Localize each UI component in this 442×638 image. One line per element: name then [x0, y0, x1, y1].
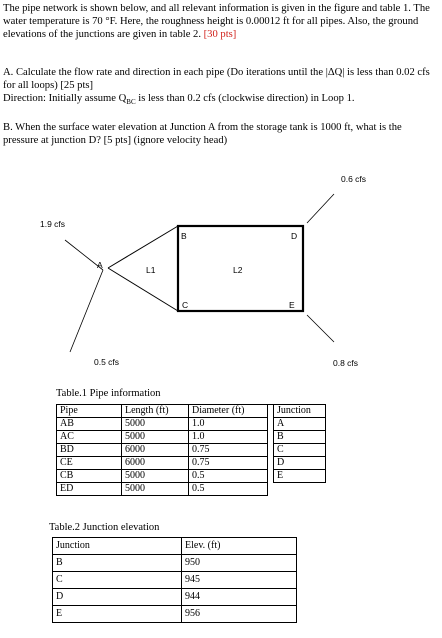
flow-label-in-a: 1.9 cfs [40, 219, 66, 229]
part-a-direction: Direction: Initially assume $Q_{BC}$ is less than 0.2 cfs (clockwise direction) in Loop 1. [3, 93, 355, 107]
table-cell: C [53, 572, 182, 589]
table1-caption: Table.1 Pipe information [56, 388, 161, 399]
loop-label-l2: L2 [233, 265, 243, 275]
flow-label-out-d: 0.6 cfs [341, 174, 367, 184]
table-cell: 944 [182, 589, 297, 606]
pipe-info-table [56, 404, 326, 496]
table-row [53, 589, 297, 606]
table-cell: 6000 [122, 457, 189, 470]
part-a [3, 66, 439, 109]
part-a-question: A. Calculate the flow rate and direction in each pipe (Do iterations until the |ΔQ| is less than 0.02 cfs for all loops) [25 pts] [3, 67, 430, 91]
node-label-b: B [181, 231, 187, 241]
pipe-network-diagram [0, 160, 442, 375]
table-row [57, 483, 326, 496]
table-cell: A [274, 418, 326, 431]
table-cell: 0.75 [189, 457, 268, 470]
table-header-row [57, 405, 326, 418]
table-cell: CB [57, 470, 122, 483]
node-label-c: C [182, 300, 189, 310]
table-cell: CE [57, 457, 122, 470]
part-b: B. When the surface water elevation at Junction A from the storage tank is 1000 ft, what is the pressure at junction D? [5 pts] (ignore velocity head) [3, 122, 402, 146]
flow-label-out-e: 0.8 cfs [333, 358, 359, 368]
table-cell: B [53, 555, 182, 572]
table-row [53, 555, 297, 572]
table-row [57, 444, 326, 457]
node-label-a: A [97, 260, 103, 270]
table-header-cell: Junction [53, 538, 182, 555]
table-cell: 945 [182, 572, 297, 589]
node-label-d: D [291, 231, 298, 241]
table-header-cell: Elev. (ft) [182, 538, 297, 555]
loop-label-l1: L1 [146, 265, 156, 275]
table-cell: 0.5 [189, 470, 268, 483]
outflow-line-e [307, 315, 334, 342]
intro-text: The pipe network is shown below, and all relevant information is given in the figure and table 1. The water temperature is 70 °F. Here, the roughness height is 0.00012 ft for all pipes. Also, the ground elevations of the junctions are given in table 2. [3, 3, 430, 40]
intro-points: [30 pts] [203, 29, 237, 40]
table-cell: 1.0 [189, 431, 268, 444]
table-cell: B [274, 431, 326, 444]
table-cell: D [53, 589, 182, 606]
junction-elevation-table [52, 537, 297, 623]
table-header-cell: Pipe [57, 405, 122, 418]
table-cell: AC [57, 431, 122, 444]
table-header-row [53, 538, 297, 555]
pipe-ab [108, 226, 178, 268]
table-cell: BD [57, 444, 122, 457]
table-cell: 1.0 [189, 418, 268, 431]
table-cell [274, 483, 326, 496]
table2-caption: Table.2 Junction elevation [49, 522, 160, 533]
table-cell: 950 [182, 555, 297, 572]
table-cell: 0.5 [189, 483, 268, 496]
table-cell: AB [57, 418, 122, 431]
table-header-cell: Junction [274, 405, 326, 418]
table-row [53, 572, 297, 589]
table-row [57, 431, 326, 444]
table-header-cell: Diameter (ft) [189, 405, 268, 418]
table-row [53, 606, 297, 623]
problem-intro [3, 2, 439, 41]
table-cell: E [274, 470, 326, 483]
table-cell: 0.75 [189, 444, 268, 457]
table-cell: ED [57, 483, 122, 496]
outflow-line-d [307, 194, 334, 223]
flow-label-out-a: 0.5 cfs [94, 357, 120, 367]
table-row [57, 457, 326, 470]
table-cell: E [53, 606, 182, 623]
table-cell: 5000 [122, 483, 189, 496]
table-row [57, 470, 326, 483]
table-cell: 5000 [122, 431, 189, 444]
table-cell: 6000 [122, 444, 189, 457]
table-header-cell: Length (ft) [122, 405, 189, 418]
pipe-ac [108, 268, 178, 311]
outflow-line-a [70, 270, 103, 352]
node-label-e: E [289, 300, 295, 310]
table-cell: C [274, 444, 326, 457]
table-cell: 5000 [122, 470, 189, 483]
table-cell: 5000 [122, 418, 189, 431]
table-cell: 956 [182, 606, 297, 623]
table-cell: D [274, 457, 326, 470]
table-row [57, 418, 326, 431]
